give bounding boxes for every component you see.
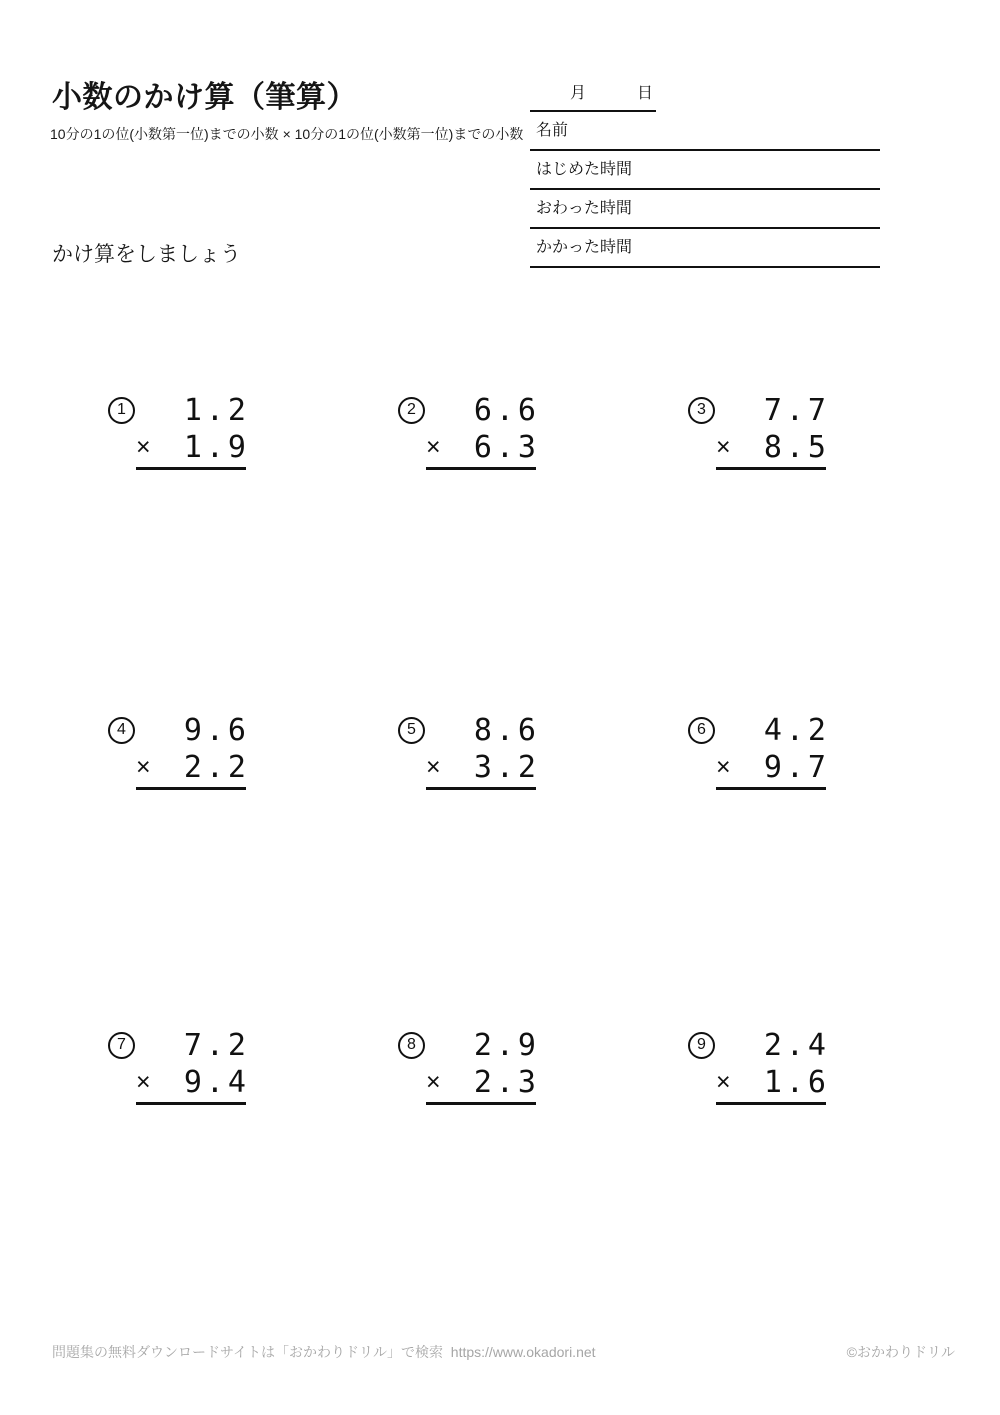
multiply-sign: ×: [426, 752, 441, 781]
multiply-sign: ×: [716, 752, 731, 781]
problem-6: [688, 710, 830, 790]
multiplicand: 7.2: [183, 1027, 250, 1063]
problem-number: 2: [407, 401, 416, 418]
answer-line: [716, 787, 826, 790]
multiplier: 9.7: [763, 749, 830, 785]
problem-2: [398, 390, 540, 470]
multiply-sign: ×: [136, 1067, 151, 1096]
answer-line: [716, 467, 826, 470]
problem-number: 7: [117, 1036, 126, 1053]
multiplier: 2.3: [473, 1064, 540, 1100]
footer-site-info: 問題集の無料ダウンロードサイトは「おかわりドリル」で検索 https://www.okadori.net: [52, 1344, 596, 1360]
problem-number: 1: [117, 401, 126, 418]
problem-5: [398, 710, 540, 790]
problem-number-badge: [688, 1032, 715, 1059]
multiply-sign: ×: [136, 432, 151, 461]
start-time-field: [530, 151, 880, 190]
problem-number: 9: [697, 1036, 706, 1053]
problem-number-badge: [398, 717, 425, 744]
problem-number-badge: [108, 1032, 135, 1059]
answer-line: [136, 467, 246, 470]
month-label: 月: [570, 85, 587, 102]
end-time-label: おわった時間: [536, 200, 632, 217]
answer-line: [136, 787, 246, 790]
multiplicand: 2.4: [763, 1027, 830, 1063]
name-label: 名前: [536, 122, 569, 139]
footer-copyright: ©おかわりドリル: [846, 1344, 955, 1360]
multiplier: 1.6: [763, 1064, 830, 1100]
problem-number: 6: [697, 721, 706, 738]
multiply-sign: ×: [136, 752, 151, 781]
page-subtitle: 10分の1の位(小数第一位)までの小数 × 10分の1の位(小数第一位)までの小数: [50, 126, 524, 142]
instruction-text: かけ算をしましょう: [52, 243, 241, 266]
multiplier: 6.3: [473, 429, 540, 465]
problem-number-badge: [688, 717, 715, 744]
page-title: 小数のかけ算（筆算）: [52, 81, 357, 114]
problem-number: 3: [697, 401, 706, 418]
multiply-sign: ×: [426, 432, 441, 461]
answer-line: [716, 1102, 826, 1105]
multiplier: 3.2: [473, 749, 540, 785]
multiplier: 2.2: [183, 749, 250, 785]
multiplicand: 4.2: [763, 712, 830, 748]
multiplier: 8.5: [763, 429, 830, 465]
problem-number: 8: [407, 1036, 416, 1053]
multiplicand: 7.7: [763, 392, 830, 428]
multiply-sign: ×: [426, 1067, 441, 1096]
multiplicand: 6.6: [473, 392, 540, 428]
problem-7: [108, 1025, 250, 1105]
problem-3: [688, 390, 830, 470]
multiplicand: 1.2: [183, 392, 250, 428]
problem-8: [398, 1025, 540, 1105]
problem-number-badge: [108, 397, 135, 424]
multiplier: 9.4: [183, 1064, 250, 1100]
multiply-sign: ×: [716, 432, 731, 461]
problem-number-badge: [398, 1032, 425, 1059]
multiplicand: 8.6: [473, 712, 540, 748]
problem-9: [688, 1025, 830, 1105]
name-field: [530, 112, 880, 151]
date-row: [530, 80, 656, 112]
problem-1: [108, 390, 250, 470]
problem-number: 4: [117, 721, 126, 738]
multiplier: 1.9: [183, 429, 250, 465]
problem-4: [108, 710, 250, 790]
multiplicand: 9.6: [183, 712, 250, 748]
elapsed-time-label: かかった時間: [536, 239, 633, 256]
answer-line: [426, 1102, 536, 1105]
elapsed-time-field: [530, 229, 880, 268]
problem-number-badge: [688, 397, 715, 424]
answer-line: [426, 787, 536, 790]
day-label: 日: [637, 85, 654, 102]
answer-line: [426, 467, 536, 470]
end-time-field: [530, 190, 880, 229]
start-time-label: はじめた時間: [536, 161, 633, 178]
problem-number: 5: [407, 721, 416, 738]
answer-line: [136, 1102, 246, 1105]
multiply-sign: ×: [716, 1067, 731, 1096]
multiplicand: 2.9: [473, 1027, 540, 1063]
problem-number-badge: [398, 397, 425, 424]
name-date-panel: [530, 80, 880, 268]
problem-number-badge: [108, 717, 135, 744]
